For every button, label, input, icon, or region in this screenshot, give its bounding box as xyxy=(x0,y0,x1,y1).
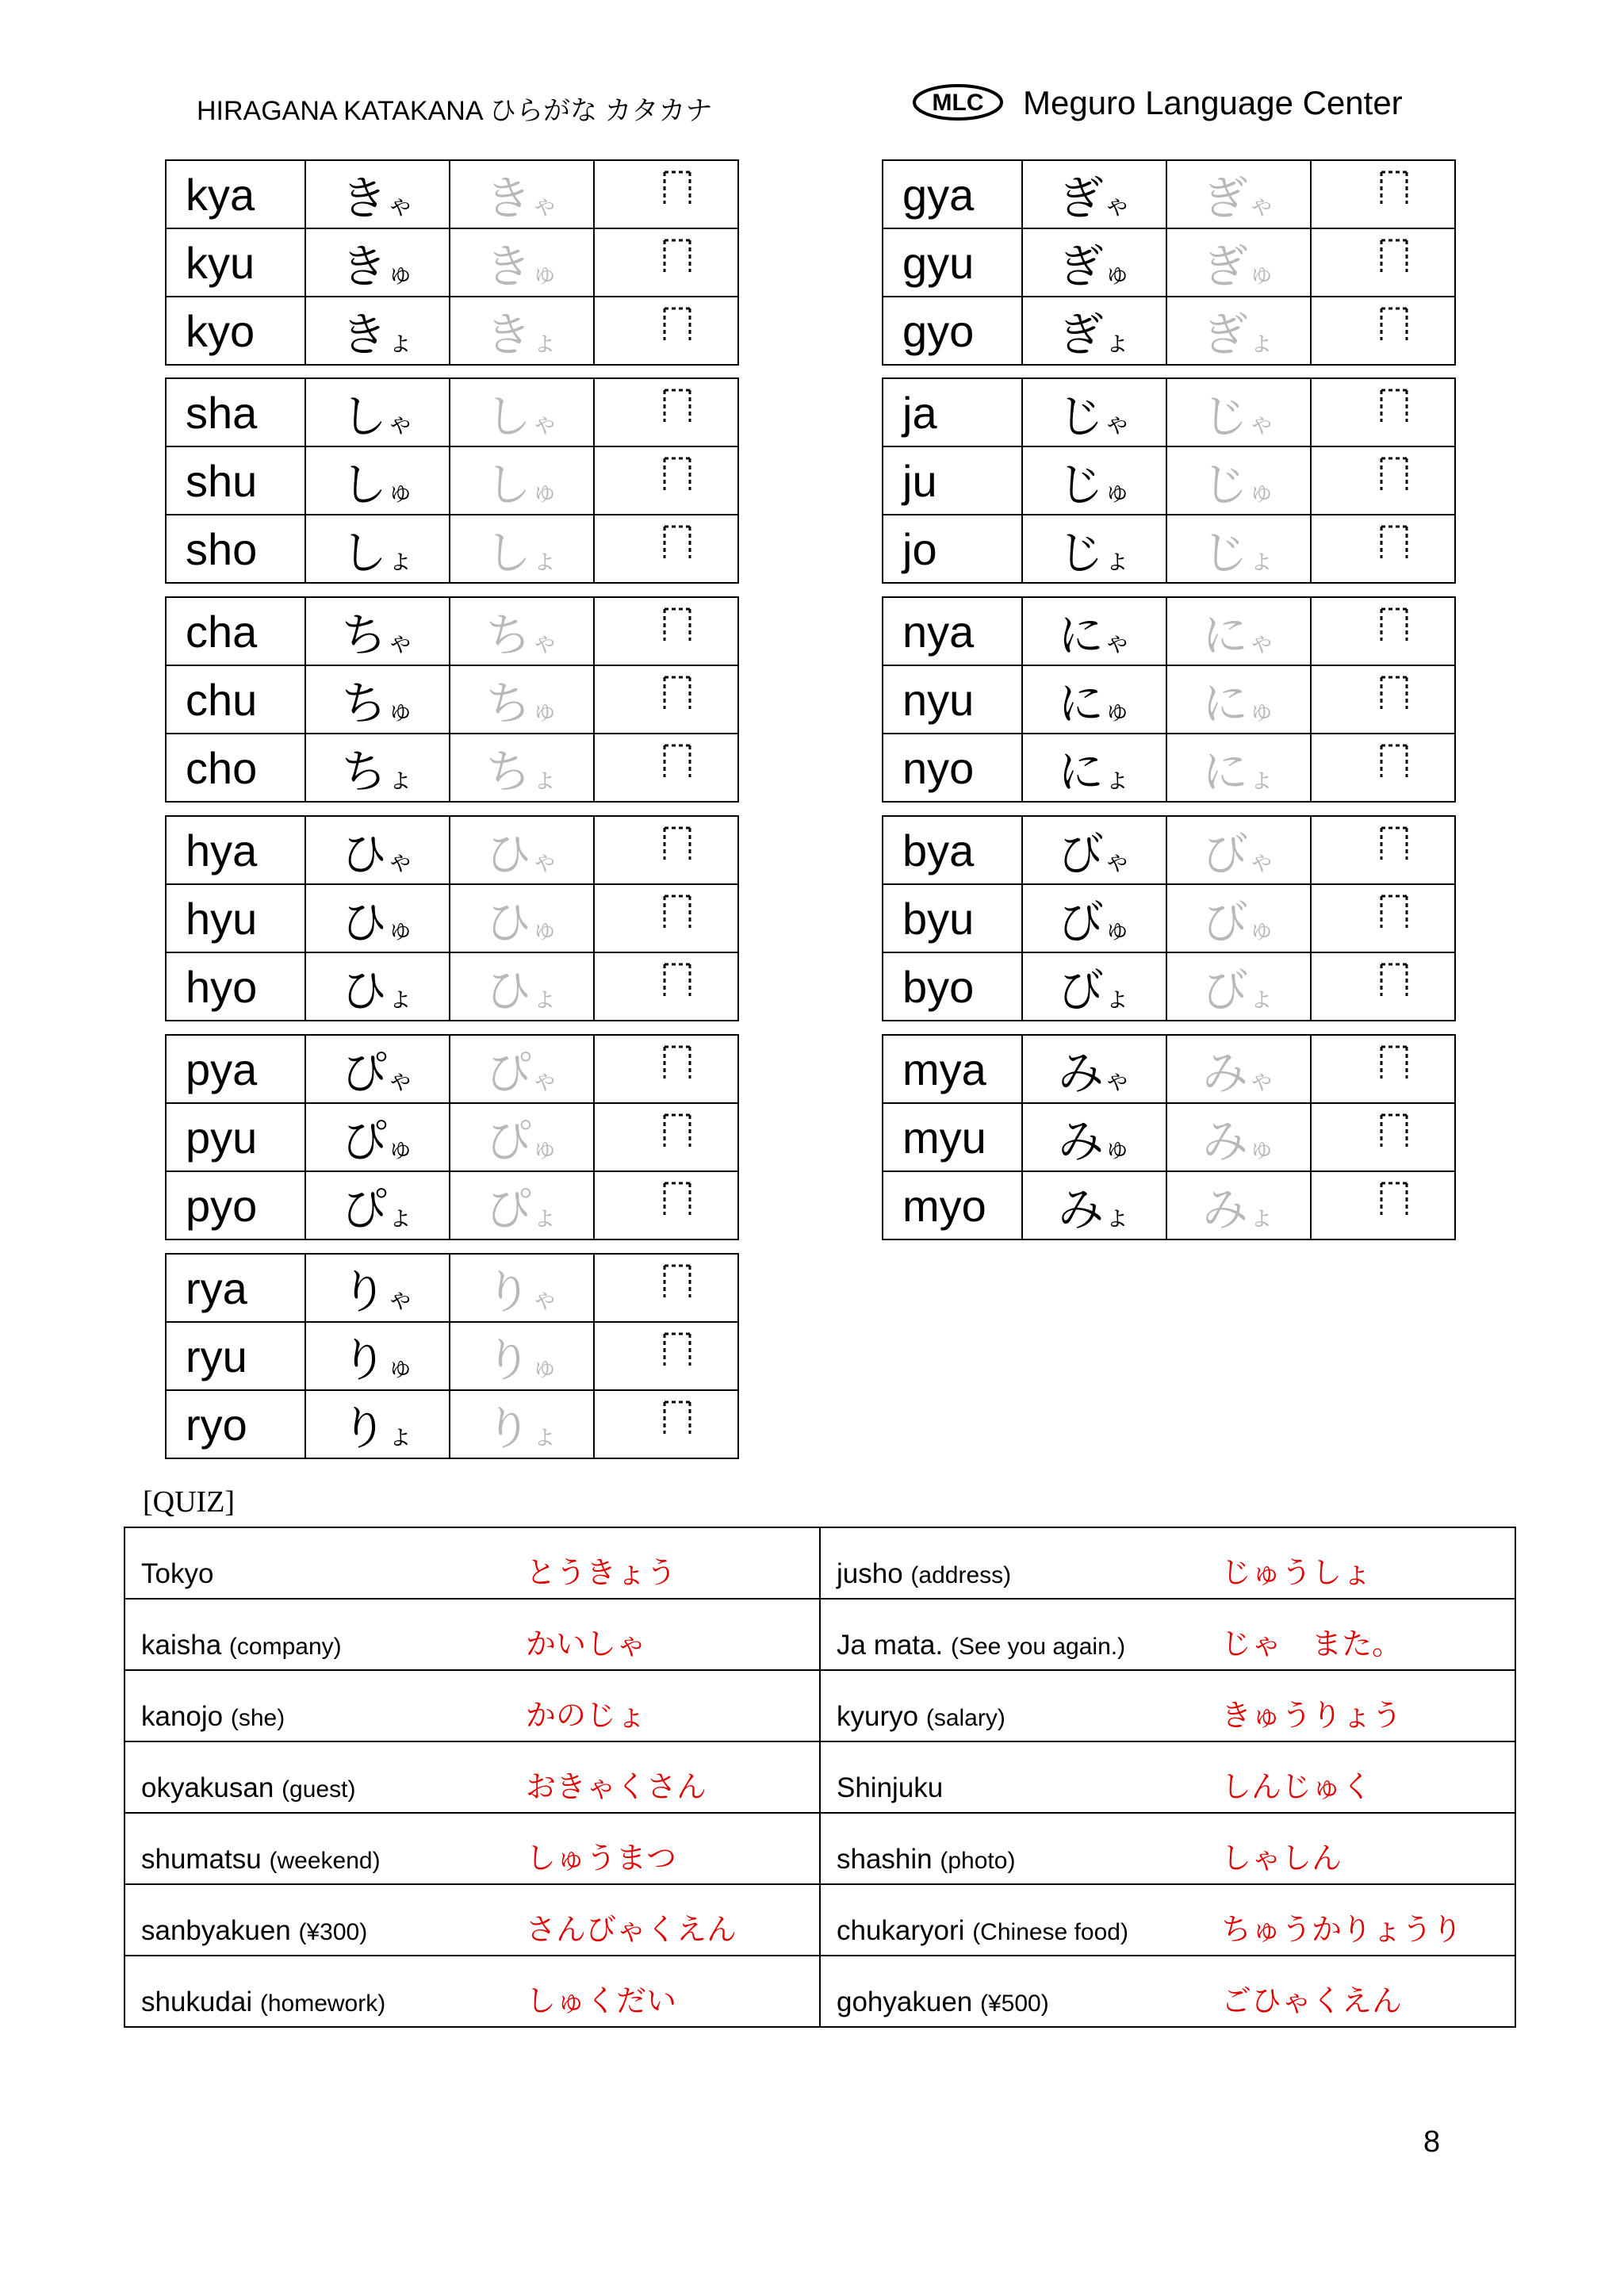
drill-row xyxy=(883,378,1455,446)
practice-box xyxy=(594,1254,738,1322)
quiz-word: kaisha (company) xyxy=(124,1599,524,1670)
trace-cell: しゃ xyxy=(450,378,594,446)
trace-cell: ぎょ xyxy=(1166,297,1311,365)
kana-cell: ぴょ xyxy=(305,1171,450,1239)
trace-cell: びょ xyxy=(1166,952,1311,1021)
trace-cell: みょ xyxy=(1166,1171,1311,1239)
practice-box xyxy=(594,515,738,583)
drill-table-gya xyxy=(882,159,1456,366)
romaji-cell: rya xyxy=(166,1254,305,1322)
drill-row xyxy=(883,297,1455,365)
romaji-cell: nya xyxy=(883,597,1022,665)
trace-cell: ひゅ xyxy=(450,884,594,952)
drill-table-ja xyxy=(882,377,1456,584)
kana-cell: ひゃ xyxy=(305,816,450,884)
kana-cell: ぎゅ xyxy=(1022,228,1166,297)
quiz-word: okyakusan (guest) xyxy=(124,1741,524,1813)
practice-box xyxy=(594,297,738,365)
drill-table-nya xyxy=(882,596,1456,803)
practice-box xyxy=(1311,1171,1455,1239)
quiz-word: sanbyakuen (¥300) xyxy=(124,1884,524,1956)
practice-box xyxy=(594,446,738,515)
practice-box xyxy=(1311,228,1455,297)
drill-row xyxy=(166,1035,738,1103)
drill-row xyxy=(883,665,1455,734)
romaji-cell: hyo xyxy=(166,952,305,1021)
practice-box xyxy=(1311,1103,1455,1171)
romaji-cell: mya xyxy=(883,1035,1022,1103)
practice-box xyxy=(1311,952,1455,1021)
romaji-cell: byo xyxy=(883,952,1022,1021)
romaji-cell: pyo xyxy=(166,1171,305,1239)
drill-row xyxy=(166,665,738,734)
practice-box xyxy=(594,952,738,1021)
romaji-cell: myu xyxy=(883,1103,1022,1171)
romaji-cell: ryo xyxy=(166,1390,305,1458)
page-number: 8 xyxy=(1423,2125,1441,2159)
drill-row xyxy=(883,734,1455,802)
romaji-cell: bya xyxy=(883,816,1022,884)
trace-cell: みゅ xyxy=(1166,1103,1311,1171)
practice-box xyxy=(594,228,738,297)
quiz-table xyxy=(124,1527,1516,2028)
romaji-cell: gyo xyxy=(883,297,1022,365)
practice-box xyxy=(594,1171,738,1239)
kana-cell: しゃ xyxy=(305,378,450,446)
trace-cell: きょ xyxy=(450,297,594,365)
drill-table-cha xyxy=(165,596,739,803)
drill-row xyxy=(883,1171,1455,1239)
trace-cell: ひょ xyxy=(450,952,594,1021)
practice-box xyxy=(594,1103,738,1171)
quiz-row xyxy=(124,1599,1515,1670)
drill-row xyxy=(166,734,738,802)
trace-cell: じゅ xyxy=(1166,446,1311,515)
logo-mark: MLC xyxy=(932,90,984,116)
kana-cell: ひょ xyxy=(305,952,450,1021)
quiz-row xyxy=(124,1884,1515,1956)
drill-row xyxy=(883,228,1455,297)
drill-row xyxy=(883,597,1455,665)
trace-cell: びゅ xyxy=(1166,884,1311,952)
practice-box xyxy=(1311,378,1455,446)
practice-box xyxy=(594,884,738,952)
kana-cell: ぎょ xyxy=(1022,297,1166,365)
quiz-answer: とうきょう xyxy=(524,1527,820,1599)
quiz-answer: さんびゃくえん xyxy=(524,1884,820,1956)
kana-cell: じゅ xyxy=(1022,446,1166,515)
quiz-word: shashin (photo) xyxy=(820,1813,1220,1884)
romaji-cell: cha xyxy=(166,597,305,665)
trace-cell: ぴゅ xyxy=(450,1103,594,1171)
quiz-answer: かいしゃ xyxy=(524,1599,820,1670)
practice-box xyxy=(1311,1035,1455,1103)
quiz-answer: しゅうまつ xyxy=(524,1813,820,1884)
trace-cell: きゃ xyxy=(450,160,594,228)
drill-row xyxy=(166,884,738,952)
quiz-word: Shinjuku xyxy=(820,1741,1220,1813)
kana-cell: りゃ xyxy=(305,1254,450,1322)
romaji-cell: hya xyxy=(166,816,305,884)
drill-row xyxy=(166,297,738,365)
kana-cell: みゃ xyxy=(1022,1035,1166,1103)
drill-row xyxy=(166,378,738,446)
romaji-cell: ryu xyxy=(166,1322,305,1390)
drill-row xyxy=(883,816,1455,884)
romaji-cell: kya xyxy=(166,160,305,228)
quiz-answer: おきゃくさん xyxy=(524,1741,820,1813)
drill-table-rya xyxy=(165,1253,739,1459)
quiz-row xyxy=(124,1813,1515,1884)
romaji-cell: pyu xyxy=(166,1103,305,1171)
practice-box xyxy=(1311,597,1455,665)
kana-cell: にゃ xyxy=(1022,597,1166,665)
practice-box xyxy=(1311,884,1455,952)
practice-box xyxy=(1311,160,1455,228)
quiz-answer: ごひゃくえん xyxy=(1220,1956,1515,2027)
practice-box xyxy=(1311,446,1455,515)
drill-table-bya xyxy=(882,815,1456,1021)
quiz-answer: ちゅうかりょうり xyxy=(1220,1884,1515,1956)
trace-cell: にゅ xyxy=(1166,665,1311,734)
drill-row xyxy=(883,952,1455,1021)
practice-box xyxy=(1311,816,1455,884)
trace-cell: ちゃ xyxy=(450,597,594,665)
trace-cell: ちゅ xyxy=(450,665,594,734)
trace-cell: りゃ xyxy=(450,1254,594,1322)
trace-cell: にゃ xyxy=(1166,597,1311,665)
romaji-cell: chu xyxy=(166,665,305,734)
romaji-cell: nyu xyxy=(883,665,1022,734)
school-name: Meguro Language Center xyxy=(1023,84,1403,121)
quiz-answer: しゅくだい xyxy=(524,1956,820,2027)
quiz-row xyxy=(124,1527,1515,1599)
kana-cell: ひゅ xyxy=(305,884,450,952)
drill-row xyxy=(166,1171,738,1239)
drill-row xyxy=(883,884,1455,952)
romaji-cell: kyo xyxy=(166,297,305,365)
quiz-word: kyuryo (salary) xyxy=(820,1670,1220,1741)
romaji-cell: hyu xyxy=(166,884,305,952)
kana-cell: ぎゃ xyxy=(1022,160,1166,228)
romaji-cell: shu xyxy=(166,446,305,515)
trace-cell: びゃ xyxy=(1166,816,1311,884)
drill-row xyxy=(166,597,738,665)
drill-table-mya xyxy=(882,1034,1456,1240)
practice-box xyxy=(594,1035,738,1103)
trace-cell: ぎゅ xyxy=(1166,228,1311,297)
quiz-word: shumatsu (weekend) xyxy=(124,1813,524,1884)
kana-cell: ぴゃ xyxy=(305,1035,450,1103)
kana-cell: みょ xyxy=(1022,1171,1166,1239)
quiz-word: Tokyo xyxy=(124,1527,524,1599)
kana-cell: しゅ xyxy=(305,446,450,515)
romaji-cell: myo xyxy=(883,1171,1022,1239)
quiz-word: Ja mata. (See you again.) xyxy=(820,1599,1220,1670)
practice-box xyxy=(1311,297,1455,365)
romaji-cell: ju xyxy=(883,446,1022,515)
drill-row xyxy=(883,446,1455,515)
practice-box xyxy=(594,1322,738,1390)
kana-cell: ぴゅ xyxy=(305,1103,450,1171)
romaji-cell: sha xyxy=(166,378,305,446)
drill-table-hya xyxy=(165,815,739,1021)
trace-cell: ぎゃ xyxy=(1166,160,1311,228)
drill-row xyxy=(166,446,738,515)
romaji-cell: nyo xyxy=(883,734,1022,802)
practice-box xyxy=(594,378,738,446)
kana-cell: きゃ xyxy=(305,160,450,228)
trace-cell: じゃ xyxy=(1166,378,1311,446)
trace-cell: きゅ xyxy=(450,228,594,297)
quiz-answer: しゃしん xyxy=(1220,1813,1515,1884)
quiz-row xyxy=(124,1741,1515,1813)
kana-cell: びょ xyxy=(1022,952,1166,1021)
romaji-cell: ja xyxy=(883,378,1022,446)
quiz-answer: しんじゅく xyxy=(1220,1741,1515,1813)
practice-box xyxy=(594,816,738,884)
quiz-answer: きゅうりょう xyxy=(1220,1670,1515,1741)
quiz-word: gohyakuen (¥500) xyxy=(820,1956,1220,2027)
drill-row xyxy=(166,952,738,1021)
kana-cell: ちゅ xyxy=(305,665,450,734)
kana-cell: しょ xyxy=(305,515,450,583)
drill-row xyxy=(883,1035,1455,1103)
kana-cell: みゅ xyxy=(1022,1103,1166,1171)
drill-row xyxy=(166,160,738,228)
kana-cell: きょ xyxy=(305,297,450,365)
practice-box xyxy=(594,665,738,734)
mlc-logo xyxy=(912,82,1004,122)
kana-cell: ちゃ xyxy=(305,597,450,665)
drill-row xyxy=(166,1322,738,1390)
kana-cell: にゅ xyxy=(1022,665,1166,734)
trace-cell: りゅ xyxy=(450,1322,594,1390)
drill-row xyxy=(166,1390,738,1458)
quiz-row xyxy=(124,1956,1515,2027)
practice-box xyxy=(594,160,738,228)
drill-row xyxy=(883,160,1455,228)
trace-cell: ぴゃ xyxy=(450,1035,594,1103)
quiz-word: shukudai (homework) xyxy=(124,1956,524,2027)
drill-row xyxy=(166,228,738,297)
practice-box xyxy=(594,734,738,802)
practice-box xyxy=(594,1390,738,1458)
romaji-cell: byu xyxy=(883,884,1022,952)
quiz-word: chukaryori (Chinese food) xyxy=(820,1884,1220,1956)
kana-cell: ちょ xyxy=(305,734,450,802)
kana-cell: りゅ xyxy=(305,1322,450,1390)
romaji-cell: sho xyxy=(166,515,305,583)
practice-box xyxy=(1311,665,1455,734)
trace-cell: しゅ xyxy=(450,446,594,515)
quiz-answer: かのじょ xyxy=(524,1670,820,1741)
romaji-cell: gya xyxy=(883,160,1022,228)
quiz-word: jusho (address) xyxy=(820,1527,1220,1599)
trace-cell: ひゃ xyxy=(450,816,594,884)
quiz-title: [QUIZ] xyxy=(143,1485,236,1519)
drill-row xyxy=(166,515,738,583)
drill-table-sha xyxy=(165,377,739,584)
trace-cell: ぴょ xyxy=(450,1171,594,1239)
practice-box xyxy=(594,597,738,665)
kana-cell: にょ xyxy=(1022,734,1166,802)
kana-cell: びゅ xyxy=(1022,884,1166,952)
quiz-word: kanojo (she) xyxy=(124,1670,524,1741)
practice-box xyxy=(1311,734,1455,802)
drill-row xyxy=(166,816,738,884)
drill-row xyxy=(883,515,1455,583)
romaji-cell: jo xyxy=(883,515,1022,583)
trace-cell: ちょ xyxy=(450,734,594,802)
kana-cell: りょ xyxy=(305,1390,450,1458)
kana-cell: きゅ xyxy=(305,228,450,297)
drill-row xyxy=(166,1254,738,1322)
romaji-cell: kyu xyxy=(166,228,305,297)
drill-row xyxy=(883,1103,1455,1171)
romaji-cell: gyu xyxy=(883,228,1022,297)
romaji-cell: cho xyxy=(166,734,305,802)
drill-table-pya xyxy=(165,1034,739,1240)
drill-table-kya xyxy=(165,159,739,366)
kana-cell: びゃ xyxy=(1022,816,1166,884)
trace-cell: しょ xyxy=(450,515,594,583)
quiz-row xyxy=(124,1670,1515,1741)
kana-cell: じゃ xyxy=(1022,378,1166,446)
trace-cell: みゃ xyxy=(1166,1035,1311,1103)
drill-row xyxy=(166,1103,738,1171)
quiz-answer: じゃ また。 xyxy=(1220,1599,1515,1670)
practice-box xyxy=(1311,515,1455,583)
kana-cell: じょ xyxy=(1022,515,1166,583)
trace-cell: にょ xyxy=(1166,734,1311,802)
quiz-answer: じゅうしょ xyxy=(1220,1527,1515,1599)
trace-cell: じょ xyxy=(1166,515,1311,583)
page-title: HIRAGANA KATAKANA ひらがな カタカナ xyxy=(197,96,713,126)
romaji-cell: pya xyxy=(166,1035,305,1103)
trace-cell: りょ xyxy=(450,1390,594,1458)
